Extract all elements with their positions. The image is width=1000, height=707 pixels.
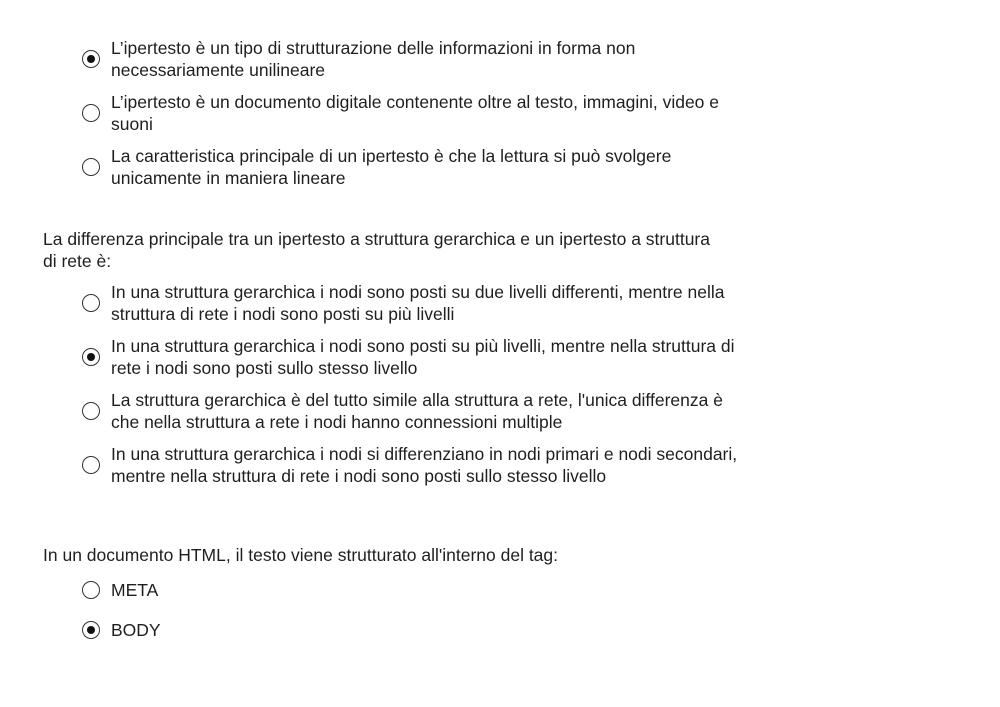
radio-unselected-icon[interactable] [82, 158, 100, 176]
radio-unselected-icon[interactable] [82, 581, 100, 599]
radio-unselected-icon[interactable] [82, 402, 100, 420]
question1-options [82, 37, 742, 199]
question1-option-1[interactable] [82, 37, 742, 81]
question3-options [82, 579, 742, 659]
option-label: La caratteristica principale di un ipertesto è che la lettura si può svolgere unicamente in maniera lineare [111, 146, 672, 188]
option-label: BODY [111, 620, 161, 640]
question3-text: In un documento HTML, il testo viene strutturato all'interno del tag: [43, 545, 559, 565]
option-label: In una struttura gerarchica i nodi sono posti su più livelli, mentre nella struttura di rete i nodi sono posti sullo stesso livello [111, 336, 735, 378]
question2-option-2[interactable] [82, 335, 742, 379]
question2-option-4[interactable] [82, 443, 742, 487]
question1-option-3[interactable] [82, 145, 742, 189]
radio-selected-icon[interactable] [82, 621, 100, 639]
question3-option-1[interactable] [82, 579, 742, 601]
option-label: L’ipertesto è un tipo di strutturazione delle informazioni in forma non necessariamente unilineare [111, 38, 636, 80]
option-label: L’ipertesto è un documento digitale contenente oltre al testo, immagini, video e suoni [111, 92, 720, 134]
question2-option-3[interactable] [82, 389, 742, 433]
option-label: La struttura gerarchica è del tutto simile alla struttura a rete, l'unica differenza è che nella struttura a rete i nodi hanno connessioni multiple [111, 390, 723, 432]
question2-option-1[interactable] [82, 281, 742, 325]
question2-text: La differenza principale tra un ipertesto a struttura gerarchica e un ipertesto a struttura di rete è: [43, 229, 710, 271]
radio-selected-icon[interactable] [82, 348, 100, 366]
radio-unselected-icon[interactable] [82, 294, 100, 312]
option-label: META [111, 580, 159, 600]
option-label: In una struttura gerarchica i nodi sono posti su due livelli differenti, mentre nella struttura di rete i nodi sono posti su più livelli [111, 282, 725, 324]
question1-option-2[interactable] [82, 91, 742, 135]
option-label: In una struttura gerarchica i nodi si differenziano in nodi primari e nodi secondari, mentre nella struttura di rete i nodi sono posti sullo stesso livello [111, 444, 738, 486]
radio-selected-icon[interactable] [82, 50, 100, 68]
radio-unselected-icon[interactable] [82, 104, 100, 122]
question2-options [82, 281, 742, 497]
radio-unselected-icon[interactable] [82, 456, 100, 474]
question3-option-2[interactable] [82, 619, 742, 641]
